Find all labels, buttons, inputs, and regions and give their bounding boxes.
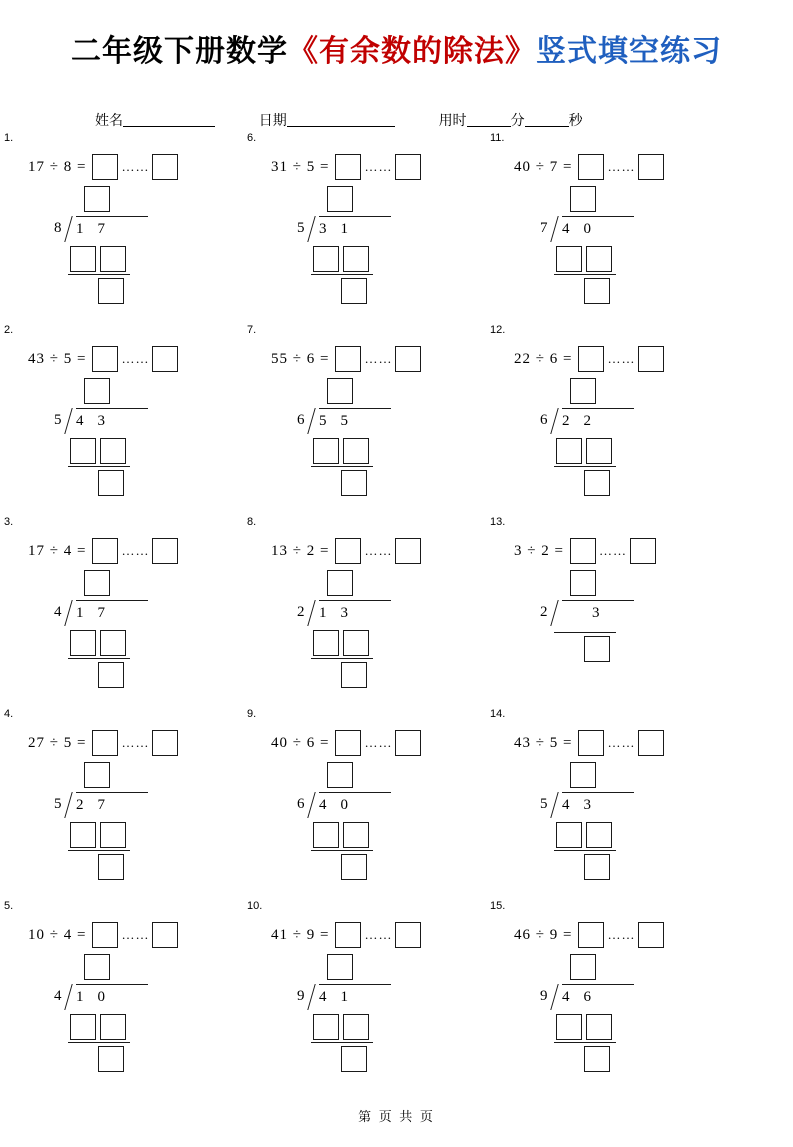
- equation-expression: 31 ÷ 5 =: [271, 158, 330, 175]
- equation-expression: 17 ÷ 8 =: [28, 158, 87, 175]
- answer-box[interactable]: [70, 630, 96, 656]
- quotient-answer-box[interactable]: [92, 730, 118, 756]
- subtraction-row-boxes: [70, 630, 130, 656]
- divisor-value: 5: [297, 220, 305, 236]
- quotient-box[interactable]: [570, 954, 596, 980]
- date-label: 日期: [258, 112, 287, 128]
- quotient-box[interactable]: [327, 954, 353, 980]
- subtraction-row-boxes: [556, 438, 616, 464]
- answer-box[interactable]: [343, 822, 369, 848]
- equation-expression: 41 ÷ 9 =: [271, 926, 330, 943]
- remainder-row: [584, 854, 610, 885]
- answer-box[interactable]: [70, 1014, 96, 1040]
- problem-cell: [486, 516, 729, 708]
- equation-line: [28, 728, 243, 758]
- dividend-value: 41: [319, 989, 362, 1005]
- quotient-box[interactable]: [84, 186, 110, 212]
- problem-index: 13.: [490, 516, 506, 528]
- remainder-row: [584, 278, 610, 309]
- problem-index: 12.: [490, 324, 506, 336]
- subtraction-row-boxes: [70, 438, 130, 464]
- subtraction-row-boxes: [556, 822, 616, 848]
- remainder-answer-box[interactable]: [152, 922, 178, 948]
- quotient-answer-box[interactable]: [335, 538, 361, 564]
- quotient-box[interactable]: [84, 954, 110, 980]
- remainder-row: [584, 636, 610, 667]
- remainder-answer-box[interactable]: [638, 346, 664, 372]
- answer-box[interactable]: [313, 438, 339, 464]
- subtraction-row-boxes: [556, 1014, 616, 1040]
- long-division-figure: [540, 570, 660, 690]
- remainder-row: [341, 1046, 367, 1077]
- divisor-value: 5: [54, 796, 62, 812]
- remainder-answer-box[interactable]: [395, 730, 421, 756]
- equation-expression: 3 ÷ 2 =: [514, 542, 564, 559]
- remainder-dots: ……: [121, 927, 150, 942]
- remainder-box[interactable]: [98, 662, 124, 688]
- dividend-value: 40: [562, 221, 605, 237]
- equation-expression: 27 ÷ 5 =: [28, 734, 87, 751]
- minute-label: 分: [510, 112, 525, 128]
- divisor-value: 9: [297, 988, 305, 1004]
- problem-cell: [243, 516, 486, 708]
- problem-index: 4.: [4, 708, 14, 720]
- division-bar: [54, 794, 152, 818]
- equation-expression: 55 ÷ 6 =: [271, 350, 330, 367]
- division-bar: [297, 794, 395, 818]
- equation-expression: 10 ÷ 4 =: [28, 926, 87, 943]
- remainder-dots: ……: [121, 159, 150, 174]
- equation-expression: 17 ÷ 4 =: [28, 542, 87, 559]
- student-info-line: [0, 110, 793, 130]
- long-division-figure: [540, 378, 660, 498]
- quotient-answer-box[interactable]: [578, 730, 604, 756]
- equation-expression: 40 ÷ 7 =: [514, 158, 573, 175]
- subtraction-line: [68, 274, 130, 275]
- remainder-answer-box[interactable]: [630, 538, 656, 564]
- answer-box[interactable]: [313, 1014, 339, 1040]
- answer-box[interactable]: [586, 822, 612, 848]
- remainder-dots: ……: [607, 927, 636, 942]
- date-input-blank[interactable]: [287, 126, 395, 127]
- long-division-figure: [297, 570, 417, 690]
- remainder-answer-box[interactable]: [638, 922, 664, 948]
- equation-expression: 22 ÷ 6 =: [514, 350, 573, 367]
- long-division-figure: [54, 378, 174, 498]
- quotient-box[interactable]: [327, 378, 353, 404]
- problem-cell: [0, 132, 243, 324]
- page-title: [0, 26, 793, 70]
- divisor-value: 7: [540, 220, 548, 236]
- divisor-value: 4: [54, 988, 62, 1004]
- subtraction-line: [68, 658, 130, 659]
- remainder-dots: ……: [121, 351, 150, 366]
- answer-box[interactable]: [586, 246, 612, 272]
- equation-expression: 13 ÷ 2 =: [271, 542, 330, 559]
- dividend-value: 22: [562, 413, 605, 429]
- problem-index: 1.: [4, 132, 14, 144]
- equation-line: [28, 152, 243, 182]
- problem-row: [0, 516, 793, 708]
- division-bar: [297, 410, 395, 434]
- remainder-row: [98, 662, 124, 693]
- subtraction-line: [554, 1042, 616, 1043]
- divisor-value: 6: [297, 412, 305, 428]
- dividend-value: 3: [592, 605, 600, 621]
- subtraction-line: [68, 466, 130, 467]
- quotient-answer-box[interactable]: [92, 154, 118, 180]
- answer-box[interactable]: [343, 1014, 369, 1040]
- problem-index: 2.: [4, 324, 14, 336]
- remainder-row: [584, 1046, 610, 1077]
- long-division-figure: [540, 762, 660, 882]
- equation-line: [271, 920, 486, 950]
- problem-grid: [0, 132, 793, 1092]
- problem-cell: [0, 516, 243, 708]
- remainder-dots: ……: [121, 543, 150, 558]
- division-bar: [540, 794, 638, 818]
- divisor-value: 8: [54, 220, 62, 236]
- dividend-value: 27: [76, 797, 119, 813]
- divisor-value: 4: [54, 604, 62, 620]
- quotient-answer-box[interactable]: [578, 346, 604, 372]
- quotient-box[interactable]: [327, 186, 353, 212]
- problem-row: [0, 132, 793, 324]
- divisor-value: 2: [540, 604, 548, 620]
- equation-line: [514, 920, 729, 950]
- remainder-box[interactable]: [584, 470, 610, 496]
- remainder-box[interactable]: [98, 278, 124, 304]
- subtraction-row-boxes: [313, 630, 373, 656]
- quotient-answer-box[interactable]: [335, 154, 361, 180]
- subtraction-row-boxes: [70, 1014, 130, 1040]
- quotient-answer-box[interactable]: [92, 346, 118, 372]
- answer-box[interactable]: [343, 438, 369, 464]
- remainder-box[interactable]: [584, 278, 610, 304]
- quotient-box[interactable]: [570, 378, 596, 404]
- remainder-dots: ……: [364, 927, 393, 942]
- problem-cell: [486, 324, 729, 516]
- remainder-answer-box[interactable]: [152, 730, 178, 756]
- long-division-figure: [297, 186, 417, 306]
- subtraction-line: [311, 850, 373, 851]
- problem-index: 11.: [490, 132, 505, 144]
- subtraction-line: [311, 466, 373, 467]
- quotient-answer-box[interactable]: [92, 538, 118, 564]
- problem-cell: [243, 324, 486, 516]
- answer-box[interactable]: [556, 822, 582, 848]
- division-bar: [540, 218, 638, 242]
- problem-cell: [486, 132, 729, 324]
- long-division-figure: [540, 186, 660, 306]
- subtraction-line: [311, 274, 373, 275]
- answer-box[interactable]: [100, 246, 126, 272]
- subtraction-line: [554, 466, 616, 467]
- answer-box[interactable]: [313, 246, 339, 272]
- divisor-value: 5: [54, 412, 62, 428]
- problem-index: 5.: [4, 900, 14, 912]
- remainder-box[interactable]: [341, 662, 367, 688]
- dividend-value: 17: [76, 221, 119, 237]
- quotient-answer-box[interactable]: [335, 922, 361, 948]
- subtraction-line: [554, 274, 616, 275]
- long-division-figure: [54, 762, 174, 882]
- division-bar: [54, 218, 152, 242]
- subtraction-line: [311, 1042, 373, 1043]
- subtraction-line: [311, 658, 373, 659]
- answer-box[interactable]: [313, 822, 339, 848]
- equation-line: [28, 536, 243, 566]
- problem-cell: [486, 900, 729, 1092]
- remainder-box[interactable]: [341, 278, 367, 304]
- quotient-box[interactable]: [327, 762, 353, 788]
- quotient-box[interactable]: [570, 570, 596, 596]
- seconds-input-blank[interactable]: [525, 126, 569, 127]
- answer-box[interactable]: [70, 822, 96, 848]
- problem-cell: [0, 708, 243, 900]
- problem-index: 14.: [490, 708, 506, 720]
- answer-box[interactable]: [70, 438, 96, 464]
- dividend-value: 10: [76, 989, 119, 1005]
- subtraction-row-boxes: [313, 438, 373, 464]
- long-division-figure: [54, 954, 174, 1074]
- remainder-answer-box[interactable]: [395, 922, 421, 948]
- subtraction-row-boxes: [313, 1014, 373, 1040]
- dividend-value: 17: [76, 605, 119, 621]
- subtraction-row-boxes: [70, 822, 130, 848]
- problem-row: [0, 900, 793, 1092]
- quotient-answer-box[interactable]: [335, 730, 361, 756]
- remainder-dots: ……: [364, 159, 393, 174]
- remainder-dots: ……: [121, 735, 150, 750]
- remainder-answer-box[interactable]: [395, 154, 421, 180]
- second-label: 秒: [568, 112, 583, 128]
- quotient-answer-box[interactable]: [335, 346, 361, 372]
- divisor-value: 2: [297, 604, 305, 620]
- quotient-box[interactable]: [84, 378, 110, 404]
- quotient-box[interactable]: [327, 570, 353, 596]
- equation-expression: 40 ÷ 6 =: [271, 734, 330, 751]
- answer-box[interactable]: [100, 1014, 126, 1040]
- problem-row: [0, 708, 793, 900]
- divisor-value: 6: [540, 412, 548, 428]
- problem-index: 10.: [247, 900, 263, 912]
- division-bar: [54, 602, 152, 626]
- quotient-box[interactable]: [570, 186, 596, 212]
- answer-box[interactable]: [313, 630, 339, 656]
- remainder-box[interactable]: [98, 1046, 124, 1072]
- answer-box[interactable]: [343, 630, 369, 656]
- problem-index: 7.: [247, 324, 257, 336]
- remainder-answer-box[interactable]: [395, 346, 421, 372]
- problem-cell: [243, 708, 486, 900]
- remainder-dots: ……: [607, 351, 636, 366]
- equation-expression: 46 ÷ 9 =: [514, 926, 573, 943]
- quotient-answer-box[interactable]: [578, 922, 604, 948]
- equation-line: [28, 920, 243, 950]
- equation-line: [514, 536, 729, 566]
- division-bar: [297, 602, 395, 626]
- remainder-answer-box[interactable]: [638, 154, 664, 180]
- answer-box[interactable]: [556, 246, 582, 272]
- subtraction-row-boxes: [313, 822, 373, 848]
- remainder-row: [584, 470, 610, 501]
- remainder-answer-box[interactable]: [152, 154, 178, 180]
- long-division-figure: [297, 378, 417, 498]
- remainder-box[interactable]: [584, 636, 610, 662]
- dividend-value: 43: [562, 797, 605, 813]
- remainder-answer-box[interactable]: [395, 538, 421, 564]
- equation-line: [271, 152, 486, 182]
- answer-box[interactable]: [586, 1014, 612, 1040]
- page-footer: 第 页 共 页: [358, 1109, 435, 1124]
- answer-box[interactable]: [586, 438, 612, 464]
- subtraction-row-boxes: [70, 246, 130, 272]
- remainder-answer-box[interactable]: [152, 346, 178, 372]
- remainder-dots: ……: [598, 543, 627, 558]
- equation-line: [271, 344, 486, 374]
- problem-index: 3.: [4, 516, 14, 528]
- long-division-figure: [54, 570, 174, 690]
- problem-index: 15.: [490, 900, 506, 912]
- quotient-answer-box[interactable]: [92, 922, 118, 948]
- subtraction-line: [554, 850, 616, 851]
- problem-cell: [0, 900, 243, 1092]
- remainder-row: [341, 662, 367, 693]
- remainder-dots: ……: [607, 735, 636, 750]
- long-division-figure: [540, 954, 660, 1074]
- remainder-box[interactable]: [341, 470, 367, 496]
- dividend-value: 40: [319, 797, 362, 813]
- remainder-row: [341, 278, 367, 309]
- equation-expression: 43 ÷ 5 =: [28, 350, 87, 367]
- remainder-box[interactable]: [98, 470, 124, 496]
- remainder-box[interactable]: [584, 1046, 610, 1072]
- dividend-value: 43: [76, 413, 119, 429]
- equation-line: [28, 344, 243, 374]
- quotient-box[interactable]: [570, 762, 596, 788]
- remainder-dots: ……: [364, 351, 393, 366]
- divisor-value: 5: [540, 796, 548, 812]
- page-title-part1: 二年级下册数学: [71, 35, 288, 68]
- equation-line: [271, 536, 486, 566]
- division-bar: [54, 410, 152, 434]
- name-input-blank[interactable]: [123, 126, 215, 127]
- equation-expression: 43 ÷ 5 =: [514, 734, 573, 751]
- problem-row: [0, 324, 793, 516]
- subtraction-line: [554, 632, 616, 633]
- remainder-answer-box[interactable]: [152, 538, 178, 564]
- divisor-value: 9: [540, 988, 548, 1004]
- answer-box[interactable]: [343, 246, 369, 272]
- remainder-box[interactable]: [584, 854, 610, 880]
- remainder-row: [98, 854, 124, 885]
- problem-cell: [243, 900, 486, 1092]
- subtraction-row-boxes: [313, 246, 373, 272]
- division-bar: [540, 602, 638, 626]
- quotient-answer-box[interactable]: [570, 538, 596, 564]
- remainder-box[interactable]: [341, 1046, 367, 1072]
- name-label: 姓名: [95, 112, 123, 128]
- answer-box[interactable]: [556, 438, 582, 464]
- division-bar: [297, 986, 395, 1010]
- problem-index: 6.: [247, 132, 257, 144]
- answer-box[interactable]: [100, 438, 126, 464]
- remainder-dots: ……: [364, 735, 393, 750]
- remainder-dots: ……: [364, 543, 393, 558]
- equation-line: [514, 152, 729, 182]
- quotient-answer-box[interactable]: [578, 154, 604, 180]
- long-division-figure: [297, 954, 417, 1074]
- dividend-value: 46: [562, 989, 605, 1005]
- division-bar: [297, 218, 395, 242]
- page-title-part2: 《有余数的除法》: [288, 35, 536, 68]
- remainder-row: [98, 470, 124, 501]
- dividend-value: 55: [319, 413, 362, 429]
- remainder-row: [98, 1046, 124, 1077]
- division-bar: [54, 986, 152, 1010]
- problem-cell: [243, 132, 486, 324]
- long-division-figure: [297, 762, 417, 882]
- remainder-row: [341, 854, 367, 885]
- quotient-box[interactable]: [84, 762, 110, 788]
- remainder-box[interactable]: [341, 854, 367, 880]
- answer-box[interactable]: [70, 246, 96, 272]
- time-label: 用时: [438, 112, 467, 128]
- problem-index: 8.: [247, 516, 257, 528]
- quotient-box[interactable]: [84, 570, 110, 596]
- problem-index: 9.: [247, 708, 257, 720]
- minutes-input-blank[interactable]: [467, 126, 511, 127]
- subtraction-line: [68, 850, 130, 851]
- division-bar: [540, 986, 638, 1010]
- equation-line: [271, 728, 486, 758]
- remainder-dots: ……: [607, 159, 636, 174]
- remainder-box[interactable]: [98, 854, 124, 880]
- problem-cell: [486, 708, 729, 900]
- answer-box[interactable]: [100, 630, 126, 656]
- dividend-value: 31: [319, 221, 362, 237]
- equation-line: [514, 344, 729, 374]
- division-bar: [540, 410, 638, 434]
- problem-cell: [0, 324, 243, 516]
- remainder-row: [98, 278, 124, 309]
- answer-box[interactable]: [100, 822, 126, 848]
- answer-box[interactable]: [556, 1014, 582, 1040]
- page-title-part3: 竖式填空练习: [536, 35, 722, 68]
- subtraction-row-boxes: [556, 246, 616, 272]
- remainder-row: [341, 470, 367, 501]
- long-division-figure: [54, 186, 174, 306]
- dividend-value: 13: [319, 605, 362, 621]
- remainder-answer-box[interactable]: [638, 730, 664, 756]
- divisor-value: 6: [297, 796, 305, 812]
- equation-line: [514, 728, 729, 758]
- subtraction-line: [68, 1042, 130, 1043]
